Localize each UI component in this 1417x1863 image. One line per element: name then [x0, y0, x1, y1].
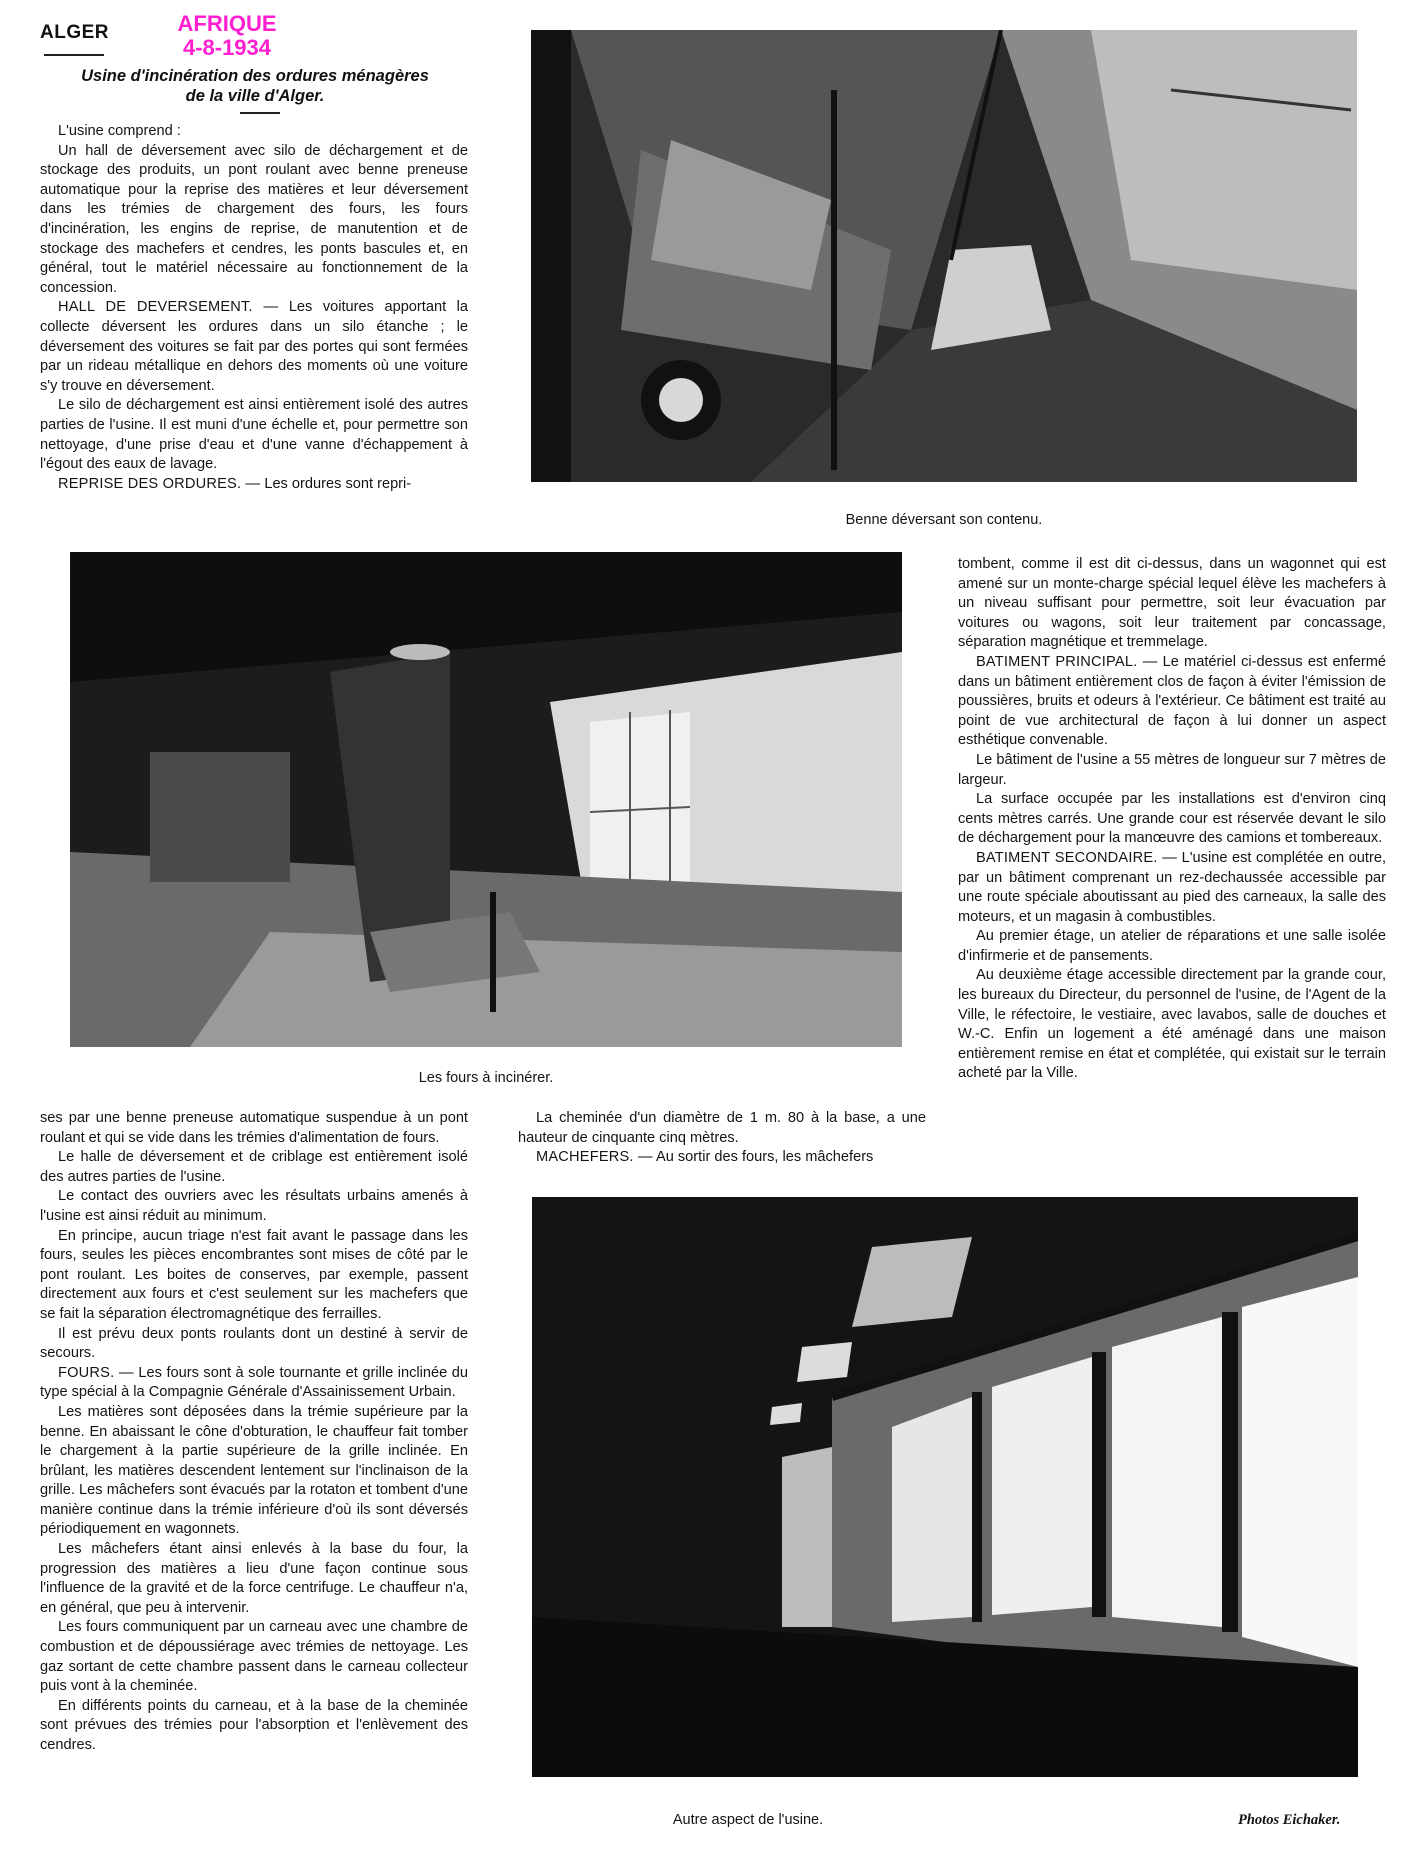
paragraph	[958, 790, 1386, 849]
paragraph-text: Les fours sont à sole tournante et grille inclinée du type spécial à la Compagnie Générale d'Assainissement Urbain.	[40, 1364, 468, 1401]
paragraph	[958, 966, 1386, 1084]
paragraph-text: Les fours communiquent par un carneau avec une chambre de combustion et de dépoussiérage avec trémies de nettoyage. Les gaz sortant de cette chambre passent dans le carneau collecteur puis vont à la cheminée.	[40, 1619, 468, 1695]
paragraph	[40, 475, 468, 495]
paragraph-text: Le silo de déchargement est ainsi entièrement isolé des autres parties de l'usine. Il est muni d'une échelle et, pour permettre son nettoyage, d'une prise d'eau et d'une vanne d'échappement à l'égout des eaux de lavage.	[40, 397, 468, 473]
paragraph	[40, 1697, 468, 1756]
paragraph-text: Les matières sont déposées dans la trémie supérieure par la benne. En abaissant le cône d'obturation, le chauffeur fait tomber le chargement à la partie supérieure de la grille inclinée. En brûlant, les matières descendent lentement sur l'inclinaison de la grille. Les mâchefers sont évacués par la rotaton et tombent d'une manière continue dans la trémie inférieure d'où ils sont déversés périodiquement en wagonnets.	[40, 1403, 468, 1538]
paragraph	[40, 1109, 468, 1148]
title-line-2: de la ville d'Alger.	[185, 87, 325, 105]
column-right-mid	[958, 555, 1386, 1084]
paragraph-text: Le halle de déversement et de criblage est entièrement isolé des autres parties de l'usine.	[40, 1149, 468, 1185]
caption-photo-3: Autre aspect de l'usine.	[672, 1812, 824, 1828]
paragraph-text: Le bâtiment de l'usine a 55 mètres de longueur sur 7 mètres de largeur.	[958, 751, 1386, 788]
paragraph-text: Les voitures apportant la collecte déversent les ordures dans un silo étanche ; le déversement des voitures se fait par des portes qui sont fermées par un rideau métallique en dehors des moments où une voiture s'y trouve en déversement.	[40, 299, 468, 394]
paragraph-text: Le contact des ouvriers avec les résultats urbains amenés à l'usine est ainsi réduit au minimum.	[40, 1188, 468, 1224]
paragraph-text: Les ordures sont repri-	[264, 475, 412, 492]
caption-photo-2: Les fours à incinérer.	[418, 1070, 554, 1086]
paragraph	[40, 396, 468, 474]
paragraph-text: Il est prévu deux ponts roulants dont un destiné à servir de secours.	[40, 1325, 468, 1362]
paragraph	[40, 1364, 468, 1403]
paragraph	[40, 1618, 468, 1696]
title-line-1: Usine d'incinération des ordures ménagères	[81, 67, 429, 85]
paragraph-text: En principe, aucun triage n'est fait avant le passage dans les fours, seules les pièces encombrantes sont mises de côté par le pont roulant. Les boites de conserves, par exemple, passent directement aux fours et c'est seulement sur les machefers que se fait la séparation électromagnétique des ferrailles.	[40, 1227, 468, 1322]
paragraph	[40, 298, 468, 396]
paragraph	[40, 1187, 468, 1226]
paragraph-text: Au premier étage, un atelier de réparations et une salle isolée d'infirmerie et de pansements.	[958, 928, 1386, 964]
section-heading: REPRISE DES ORDURES. —	[58, 475, 261, 492]
header-rule	[44, 54, 104, 56]
photo-autre-aspect-image	[532, 1197, 1358, 1777]
paragraph	[40, 122, 468, 142]
paragraph-text: Les mâchefers étant ainsi enlevés à la base du four, la progression des matières a lieu d'une façon continue sous l'influence de la gravité et de la force centrifuge. Le chauffeur n'a, en général, que peu à intervenir.	[40, 1541, 468, 1616]
paragraph	[958, 751, 1386, 790]
photo-fours-image	[70, 552, 902, 1047]
paragraph	[958, 555, 1386, 653]
column-mid-bottom	[518, 1109, 926, 1168]
caption-photo-1: Benne déversant son contenu.	[845, 512, 1043, 528]
photo-benne	[531, 30, 1357, 482]
column-1-top	[40, 122, 468, 494]
paragraph	[40, 142, 468, 299]
paragraph	[40, 1540, 468, 1618]
paragraph	[40, 1148, 468, 1187]
paragraph	[518, 1148, 926, 1168]
paragraph	[958, 849, 1386, 927]
photo-fours	[70, 552, 902, 1047]
photo-credit: Photos Eichaker.	[1238, 1812, 1341, 1828]
paragraph-text: L'usine est complétée en outre, par un bâtiment comprenant un rez-dechaussée accessible par une route spéciale aboutissant au pied des carneaux, la salle des moteurs, et un magasin à combustibles.	[958, 849, 1386, 925]
section-label: ALGER	[40, 22, 109, 43]
magazine-name: AFRIQUE	[177, 11, 277, 36]
magazine-date: 4-8-1934	[182, 35, 272, 60]
paragraph-text: ses par une benne preneuse automatique suspendue à un pont roulant et qui se vide dans les trémies d'alimentation de fours.	[40, 1110, 468, 1146]
paragraph	[958, 927, 1386, 966]
paragraph-text: tombent, comme il est dit ci-dessus, dans un wagonnet qui est amené sur un monte-charge spécial lequel élève les machefers à un niveau suffisant pour permettre, soit leur évacuation par voitures ou wagons, soit leur traitement par concassage, séparation magnétique et tremmelage.	[958, 556, 1386, 651]
paragraph-text: L'usine comprend :	[58, 123, 181, 139]
section-heading: FOURS. —	[58, 1364, 134, 1381]
section-heading: BATIMENT PRINCIPAL. —	[976, 653, 1158, 670]
paragraph	[518, 1109, 926, 1148]
paragraph-text: En différents points du carneau, et à la base de la cheminée sont prévues des trémies pour l'absorption et l'enlèvement des cendres.	[40, 1697, 468, 1753]
column-1-bottom	[40, 1109, 468, 1756]
article-title	[40, 66, 470, 106]
paragraph-text: La cheminée d'un diamètre de 1 m. 80 à la base, a une hauteur de cinquante cinq mètres.	[518, 1110, 926, 1146]
paragraph	[40, 1403, 468, 1540]
photo-benne-image	[531, 30, 1357, 482]
paragraph	[40, 1325, 468, 1364]
magazine-stamp	[162, 12, 292, 60]
section-heading: BATIMENT SECONDAIRE. —	[976, 849, 1178, 866]
section-heading: MACHEFERS. —	[536, 1149, 653, 1166]
section-heading: HALL DE DEVERSEMENT. —	[58, 299, 279, 316]
paragraph-text: La surface occupée par les installations est d'environ cinq cents mètres carrés. Une grande cour est réservée devant le silo de déchargement pour la manœuvre des camions et tombereaux.	[958, 791, 1386, 847]
paragraph-text: Au sortir des fours, les mâchefers	[655, 1149, 874, 1166]
paragraph-text: Un hall de déversement avec silo de déchargement et de stockage des produits, un pont roulant avec benne preneuse automatique pour la reprise des matières et leur déversement dans les trémies de chargement des fours, les fours d'incinération, les engins de reprise, de manutention et de stockage des machefers et cendres, les ponts bascules et, en général, tout le matériel nécessaire au fonctionnement de la concession.	[40, 142, 468, 296]
paragraph	[40, 1227, 468, 1325]
paragraph-text: Au deuxième étage accessible directement par la grande cour, les bureaux du Directeur, du personnel de l'usine, de l'Agent de la Ville, le réfectoire, le vestiaire, avec lavabos, salle de douches et W.-C. Enfin un logement a été aménagé dans une maison entièrement remise en état et complétée, qui existait sur le terrain acheté par la Ville.	[958, 967, 1386, 1082]
photo-autre-aspect	[532, 1197, 1358, 1777]
paragraph-text: Le matériel ci-dessus est enfermé dans un bâtiment entièrement clos de façon à éviter l'émission de poussières, bruits et odeurs à l'extérieur. Ce bâtiment est traité au point de vue architectural de façon à lui donner un aspect esthétique convenable.	[958, 653, 1387, 749]
paragraph	[958, 653, 1386, 751]
title-rule	[240, 112, 280, 114]
